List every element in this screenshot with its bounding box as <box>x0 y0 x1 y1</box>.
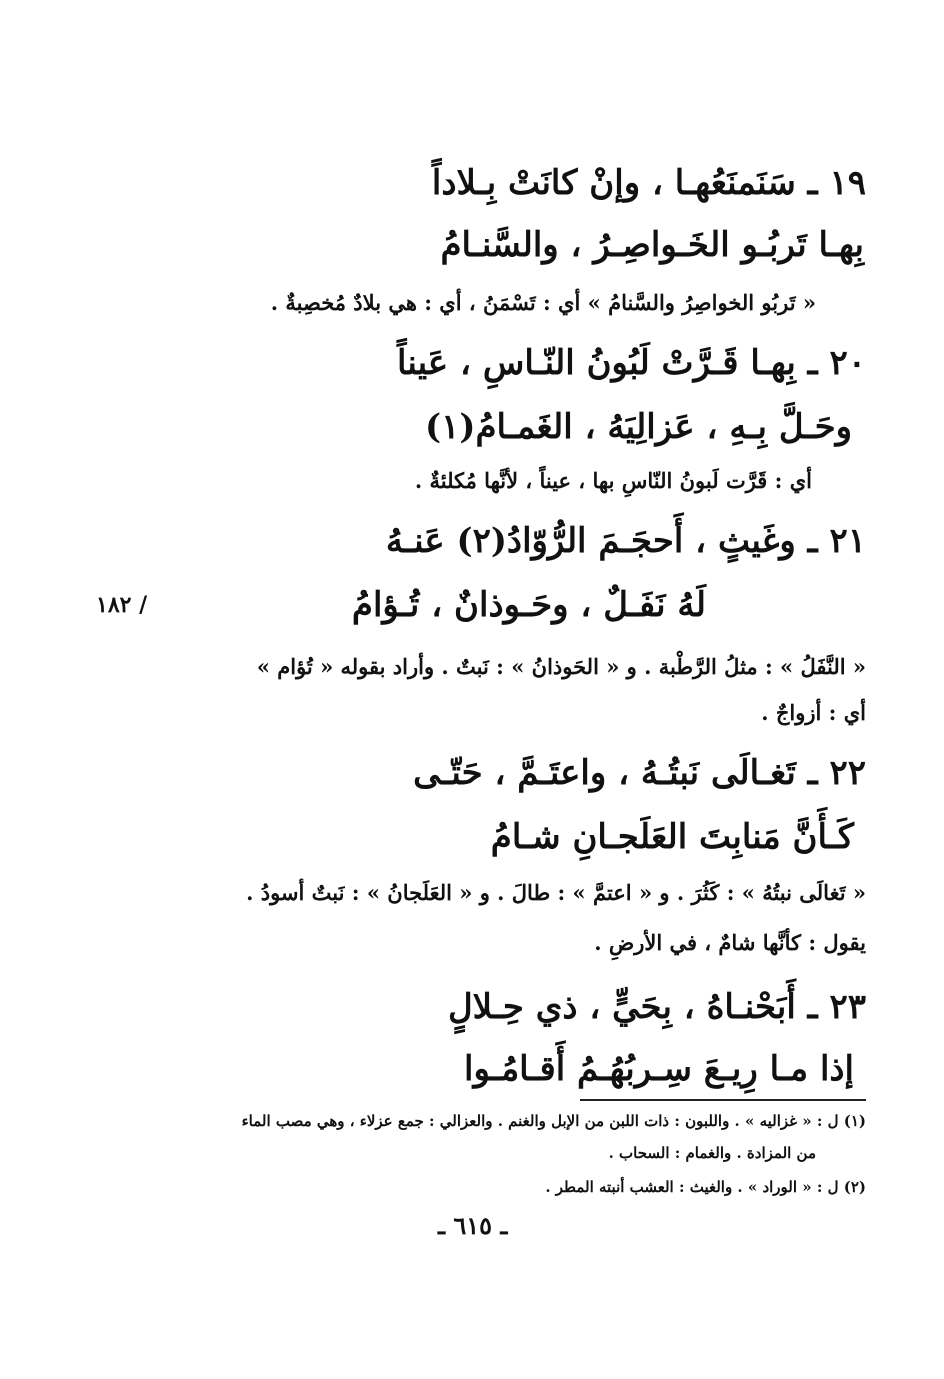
verse-19-note: « تَربُو الخواصِرُ والسَّنامُ » أي : تَسْمَنُ ، أي : هي بلادٌ مُخصِبةٌ . <box>270 290 816 315</box>
verse-19-line2: بِهـا تَربُـو الخَـواصِـرُ ، والسَّنـامُ <box>440 225 864 265</box>
verse-21-note-a: « النَّفَلُ » : مثلُ الرَّطْبة . و « الحَوذانُ » : نَبتٌ . وأراد بقوله « تُؤام » <box>256 654 866 679</box>
verse-22-line1: ٢٢ ـ تَغـالَى نَبتُـهُ ، واعتَـمَّ ، حَتّـى <box>413 753 866 793</box>
verse-20-note: أي : قَرَّت لَبونُ النّاسِ بها ، عيناً ، لأنَّها مُكلئةٌ . <box>414 468 812 493</box>
margin-page-ref: ١٨٢ / <box>96 592 148 618</box>
verse-23-line2: إذا مـا رِيـعَ سِـربُهُـمُ أَقـامُـوا <box>464 1049 854 1089</box>
verse-22-note-a: « تَغالَى نبتُهُ » : كَثُرَ . و « اعتمَّ » : طالَ . و « العَلَجانُ » : نَبتٌ أسودُ . <box>246 880 866 905</box>
verse-21-note-b: أي : أزواجٌ . <box>761 700 866 725</box>
page-number: ـ ٦١٥ ـ <box>438 1211 508 1240</box>
footnote-rule <box>580 1099 866 1101</box>
footnote-2: (٢) ل : « الوراد » . والغيث : العشب أنبته المطر . <box>545 1178 866 1196</box>
verse-21-line2: لَهُ نَفَـلٌ ، وحَـوذانٌ ، تُـؤامُ <box>351 585 706 625</box>
verse-21-line1: ٢١ ـ وغَيثٍ ، أَحجَـمَ الرُّوّادُ(٢) عَنـهُ <box>385 521 866 561</box>
verse-22-line2: كَـأَنَّ مَنابِتَ العَلَجـانِ شـامُ <box>490 817 854 857</box>
verse-19-line1: ١٩ ـ سَنَمنَعُهـا ، وإنْ كانَتْ بِـلاداً <box>431 163 866 203</box>
verse-23-line1: ٢٣ ـ أَبَحْنـاهُ ، بِحَيٍّ ، ذي حِـلالٍ <box>447 987 866 1027</box>
verse-22-note-b: يقول : كأنَّها شامٌ ، في الأرضِ . <box>594 930 866 955</box>
verse-20-line2: وحَـلَّ بِـهِ ، عَزالِيَهُ ، الغَمـامُ(١) <box>425 407 852 447</box>
footnote-1: (١) ل : « غزاليه » . واللبون : ذات اللبن من الإبل والغنم . والعزالي : جمع عزلاء ، وهي مصب الماء <box>241 1112 866 1130</box>
footnote-1-cont: من المزادة . والغمام : السحاب . <box>608 1144 816 1162</box>
verse-20-line1: ٢٠ ـ بِهـا قَـرَّتْ لَبُونُ النّـاسِ ، عَيناً <box>397 343 866 383</box>
